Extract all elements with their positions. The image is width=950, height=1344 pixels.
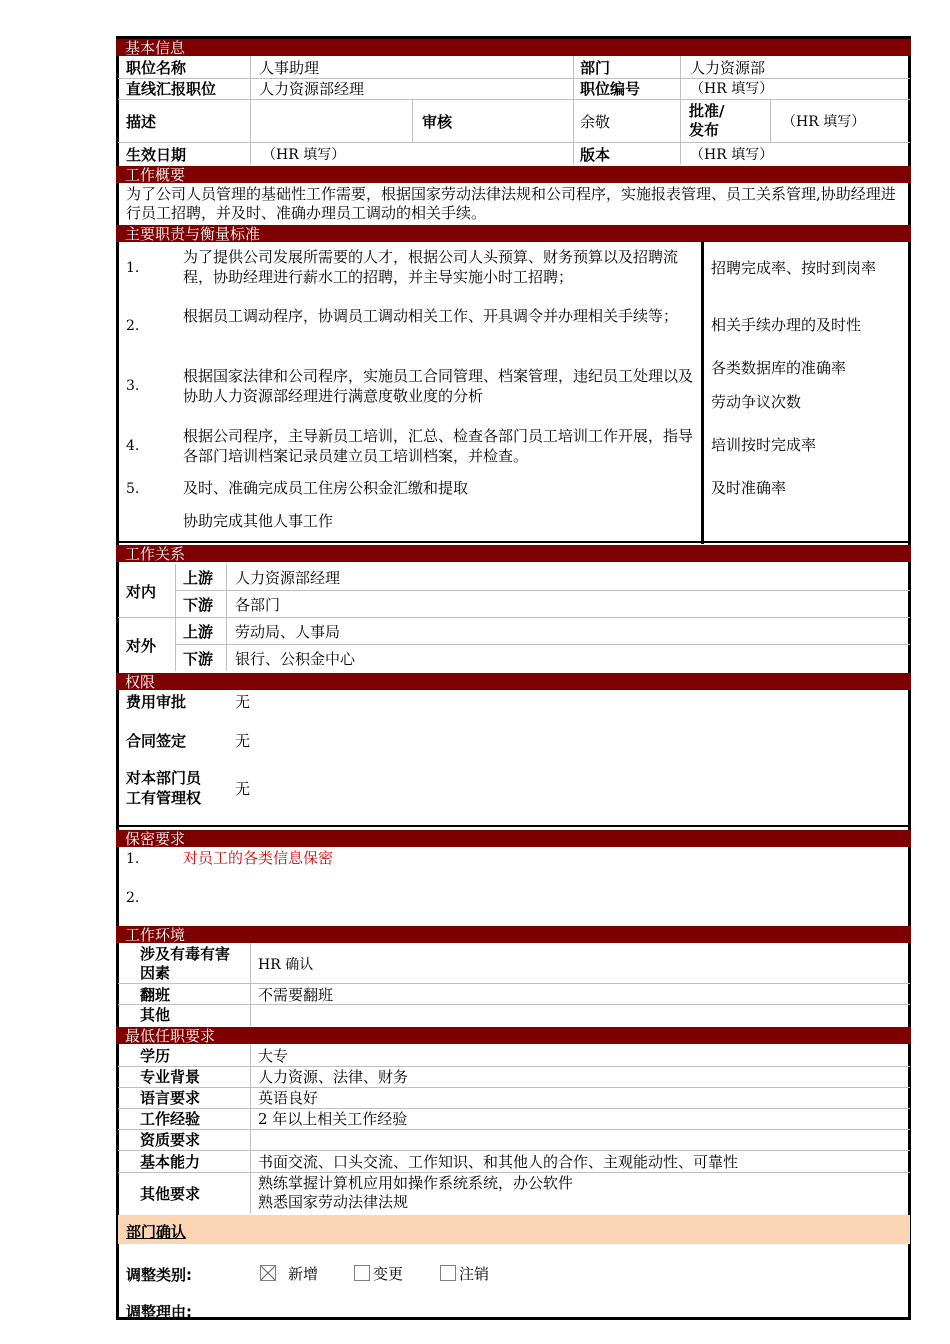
requirement-label: 其他要求	[140, 1185, 201, 1203]
external-up-value: 劳动局、人事局	[235, 623, 341, 641]
divider	[118, 1108, 910, 1109]
section-requirements-header: 最低任职要求	[116, 1027, 911, 1044]
divider	[680, 56, 681, 164]
divider	[176, 590, 910, 591]
job-title-value: 人事助理	[259, 59, 320, 77]
divider	[118, 983, 910, 984]
effective-label: 生效日期	[126, 146, 187, 164]
job-title-label: 职位名称	[126, 59, 187, 77]
dept-value: 人力资源部	[690, 59, 766, 77]
internal-down-label: 下游	[183, 596, 214, 614]
confidential-number: 2.	[126, 890, 140, 906]
requirement-value: 英语良好	[258, 1089, 319, 1107]
hazard-label: 涉及有毒有害 因素	[140, 945, 231, 982]
requirement-value: 书面交流、口头交流、工作知识、和其他人的合作、主观能动性、可靠性	[258, 1153, 739, 1171]
duty-text: 及时、准确完成员工住房公积金汇缴和提取	[183, 479, 469, 497]
cancel-checkbox[interactable]	[440, 1265, 456, 1281]
review-label: 审核	[422, 113, 453, 131]
confidential-number: 1.	[126, 851, 140, 867]
external-down-label: 下游	[183, 650, 214, 668]
duty-text: 根据员工调动程序，协调员工调动相关工作、开具调令并办理相关手续等；	[183, 307, 679, 325]
divider	[118, 1172, 910, 1173]
job-no-value: （HR 填写）	[690, 81, 774, 97]
divider	[176, 644, 910, 645]
check-x-icon	[260, 1265, 276, 1281]
hazard-value: HR 确认	[258, 957, 314, 973]
section-relations-header: 工作关系	[116, 545, 911, 562]
duty-number: 5.	[126, 481, 140, 497]
confirm-header-bar	[118, 1215, 910, 1244]
duty-number: 4.	[126, 438, 140, 454]
section-duties-header: 主要职责与衡量标准	[116, 225, 911, 242]
report-value: 人力资源部经理	[259, 80, 365, 98]
job-no-label: 职位编号	[580, 80, 641, 98]
cancel-option-label: 注销	[459, 1265, 490, 1283]
section-environment-header: 工作环境	[116, 926, 911, 943]
divider	[118, 617, 910, 618]
reviewer-value: 余敬	[580, 113, 611, 131]
confidential-text: 对员工的各类信息保密	[183, 849, 334, 867]
overview-text: 为了公司人员管理的基础性工作需要，根据国家劳动法律法规和公司程序，实施报表管理、员工关系管理,协助经理进行员工招聘，并及时、准确办理员工调动的相关手续。	[126, 185, 896, 222]
divider	[118, 1087, 910, 1088]
authority-label: 合同签定	[126, 732, 187, 750]
duty-text: 根据公司程序，主导新员工培训，汇总、检查各部门员工培训工作开展，指导各部门培训档案记录员建立员工培训档案，并检查。	[183, 427, 694, 465]
external-up-label: 上游	[183, 623, 214, 641]
approve-value: （HR 填写）	[782, 114, 866, 130]
divider	[118, 78, 910, 79]
requirement-label: 资质要求	[140, 1131, 201, 1149]
duty-number: 1.	[126, 260, 140, 276]
internal-up-value: 人力资源部经理	[235, 569, 341, 587]
other-label: 其他	[140, 1006, 171, 1024]
duty-number: 2.	[126, 318, 140, 334]
confirm-header: 部门确认	[126, 1223, 187, 1241]
new-option-label: 新增	[288, 1265, 319, 1283]
divider	[770, 100, 771, 142]
requirement-label: 语言要求	[140, 1089, 201, 1107]
requirement-label: 学历	[140, 1047, 171, 1065]
overtime-label: 翻班	[140, 986, 171, 1004]
requirement-value: 熟练掌握计算机应用如操作系统系统，办公软件 熟悉国家劳动法律法规	[258, 1174, 574, 1211]
authority-value: 无	[235, 780, 251, 798]
divider	[118, 1129, 910, 1130]
divider	[573, 56, 574, 164]
duty-kpi: 培训按时完成率	[711, 436, 817, 454]
report-label: 直线汇报职位	[126, 80, 217, 98]
change-checkbox[interactable]	[354, 1265, 370, 1281]
authority-label: 费用审批	[126, 693, 187, 711]
divider	[412, 100, 413, 142]
authority-value: 无	[235, 693, 251, 711]
divider	[118, 99, 910, 100]
version-value: （HR 填写）	[690, 147, 774, 163]
duty-text: 为了提供公司发展所需要的人才，根据公司人头预算、财务预算以及招聘流程，协助经理进行薪水工的招聘，并主导实施小时工招聘；	[183, 248, 679, 286]
divider	[118, 142, 910, 143]
overtime-value: 不需要翻班	[258, 986, 334, 1004]
approve-label: 批准/ 发布	[689, 102, 725, 139]
section-authority-header: 权限	[116, 673, 911, 690]
adjust-type-label: 调整类别:	[126, 1266, 192, 1284]
internal-up-label: 上游	[183, 569, 214, 587]
section-basic-header: 基本信息	[116, 39, 911, 56]
duty-number: 3.	[126, 378, 140, 394]
external-label: 对外	[126, 637, 157, 655]
effective-value: （HR 填写）	[262, 147, 346, 163]
divider	[118, 541, 910, 543]
requirement-label: 专业背景	[140, 1068, 201, 1086]
requirement-label: 基本能力	[140, 1153, 201, 1171]
duty-kpi: 各类数据库的准确率	[711, 359, 847, 377]
duty-kpi: 相关手续办理的及时性	[711, 316, 862, 334]
requirement-value: 人力资源、法律、财务	[258, 1068, 409, 1086]
divider	[118, 825, 910, 827]
divider	[701, 242, 704, 544]
duty-kpi: 招聘完成率、按时到岗率	[711, 259, 877, 277]
divider	[118, 1150, 910, 1151]
requirement-value: 大专	[258, 1047, 289, 1065]
duty-text: 协助完成其他人事工作	[183, 512, 334, 530]
internal-label: 对内	[126, 583, 157, 601]
change-option-label: 变更	[373, 1265, 404, 1283]
duty-text: 根据国家法律和公司程序，实施员工合同管理、档案管理，违纪员工处理以及协助人力资源部经理进行满意度敬业度的分析	[183, 367, 694, 405]
adjust-reason-label: 调整理由:	[126, 1303, 192, 1321]
requirement-label: 工作经验	[140, 1110, 201, 1128]
authority-value: 无	[235, 732, 251, 750]
desc-label: 描述	[126, 113, 157, 131]
internal-down-value: 各部门	[235, 596, 281, 614]
new-checkbox[interactable]	[260, 1265, 276, 1281]
external-down-value: 银行、公积金中心	[235, 650, 356, 668]
divider	[118, 1066, 910, 1067]
divider	[250, 56, 251, 164]
duty-kpi: 劳动争议次数	[711, 393, 802, 411]
authority-label: 对本部门员 工有管理权	[126, 769, 202, 807]
section-confidential-header: 保密要求	[116, 830, 911, 847]
version-label: 版本	[580, 146, 611, 164]
duty-kpi: 及时准确率	[711, 479, 787, 497]
section-overview-header: 工作概要	[116, 166, 911, 183]
dept-label: 部门	[580, 59, 611, 77]
divider	[118, 1004, 910, 1005]
requirement-value: 2 年以上相关工作经验	[258, 1110, 408, 1128]
divider	[250, 943, 251, 1026]
